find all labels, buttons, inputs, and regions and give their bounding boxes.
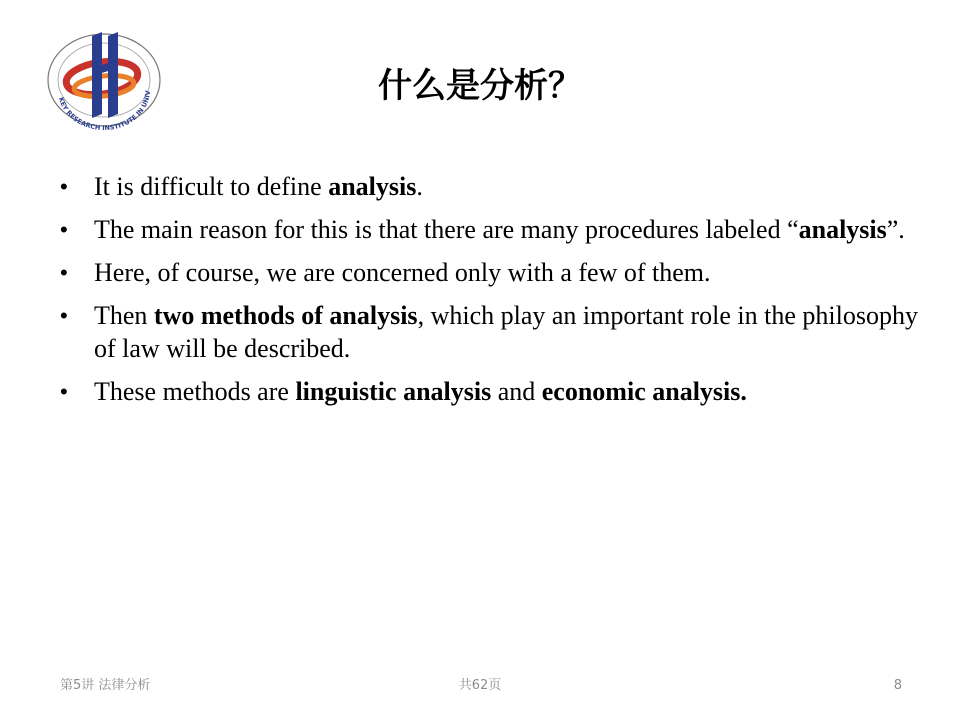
bullet-dot-icon: • [60,174,68,199]
footer-lecture-label: 第5讲 法律分析 [60,678,151,693]
bullet-bold-text: analysis [328,172,417,201]
bullet-bold-text: economic analysis. [541,377,747,406]
bullet-item [60,299,920,365]
bullet-text: These methods are [94,377,296,406]
bullet-dot-icon: • [60,260,68,285]
bullet-text: The main reason for this is that there are many procedures labeled “ [94,215,799,244]
bullet-text: ”. [886,215,905,244]
bullet-text: . [416,172,423,201]
bullet-bold-text: two methods of analysis [153,301,418,330]
bullet-text: Then [94,301,154,330]
bullet-dot-icon: • [60,303,68,328]
bullet-item [60,213,920,246]
bullet-item [60,170,920,203]
bullet-text: Here, of course, we are concerned only with a few of them. [94,258,711,287]
bullet-dot-icon: • [60,217,68,242]
bullet-text: It is difficult to define [94,172,329,201]
bullet-item [60,375,920,408]
bullet-list [60,170,920,418]
footer-page-count: 共62页 [458,678,502,693]
bullet-bold-text: analysis [798,215,887,244]
bullet-text: , which play an important role in the philosophy of law will be described. [94,301,918,363]
bullet-dot-icon: • [60,379,68,404]
logo-ring-text: KEY RESEARCH INSTITUTE IN UNIV [56,90,153,132]
bullet-text: and [491,377,542,406]
bullet-bold-text: linguistic analysis [295,377,492,406]
footer-page-number: 8 [893,678,902,693]
page-title: 什么是分析？ [378,66,582,106]
bullet-item [60,256,920,289]
